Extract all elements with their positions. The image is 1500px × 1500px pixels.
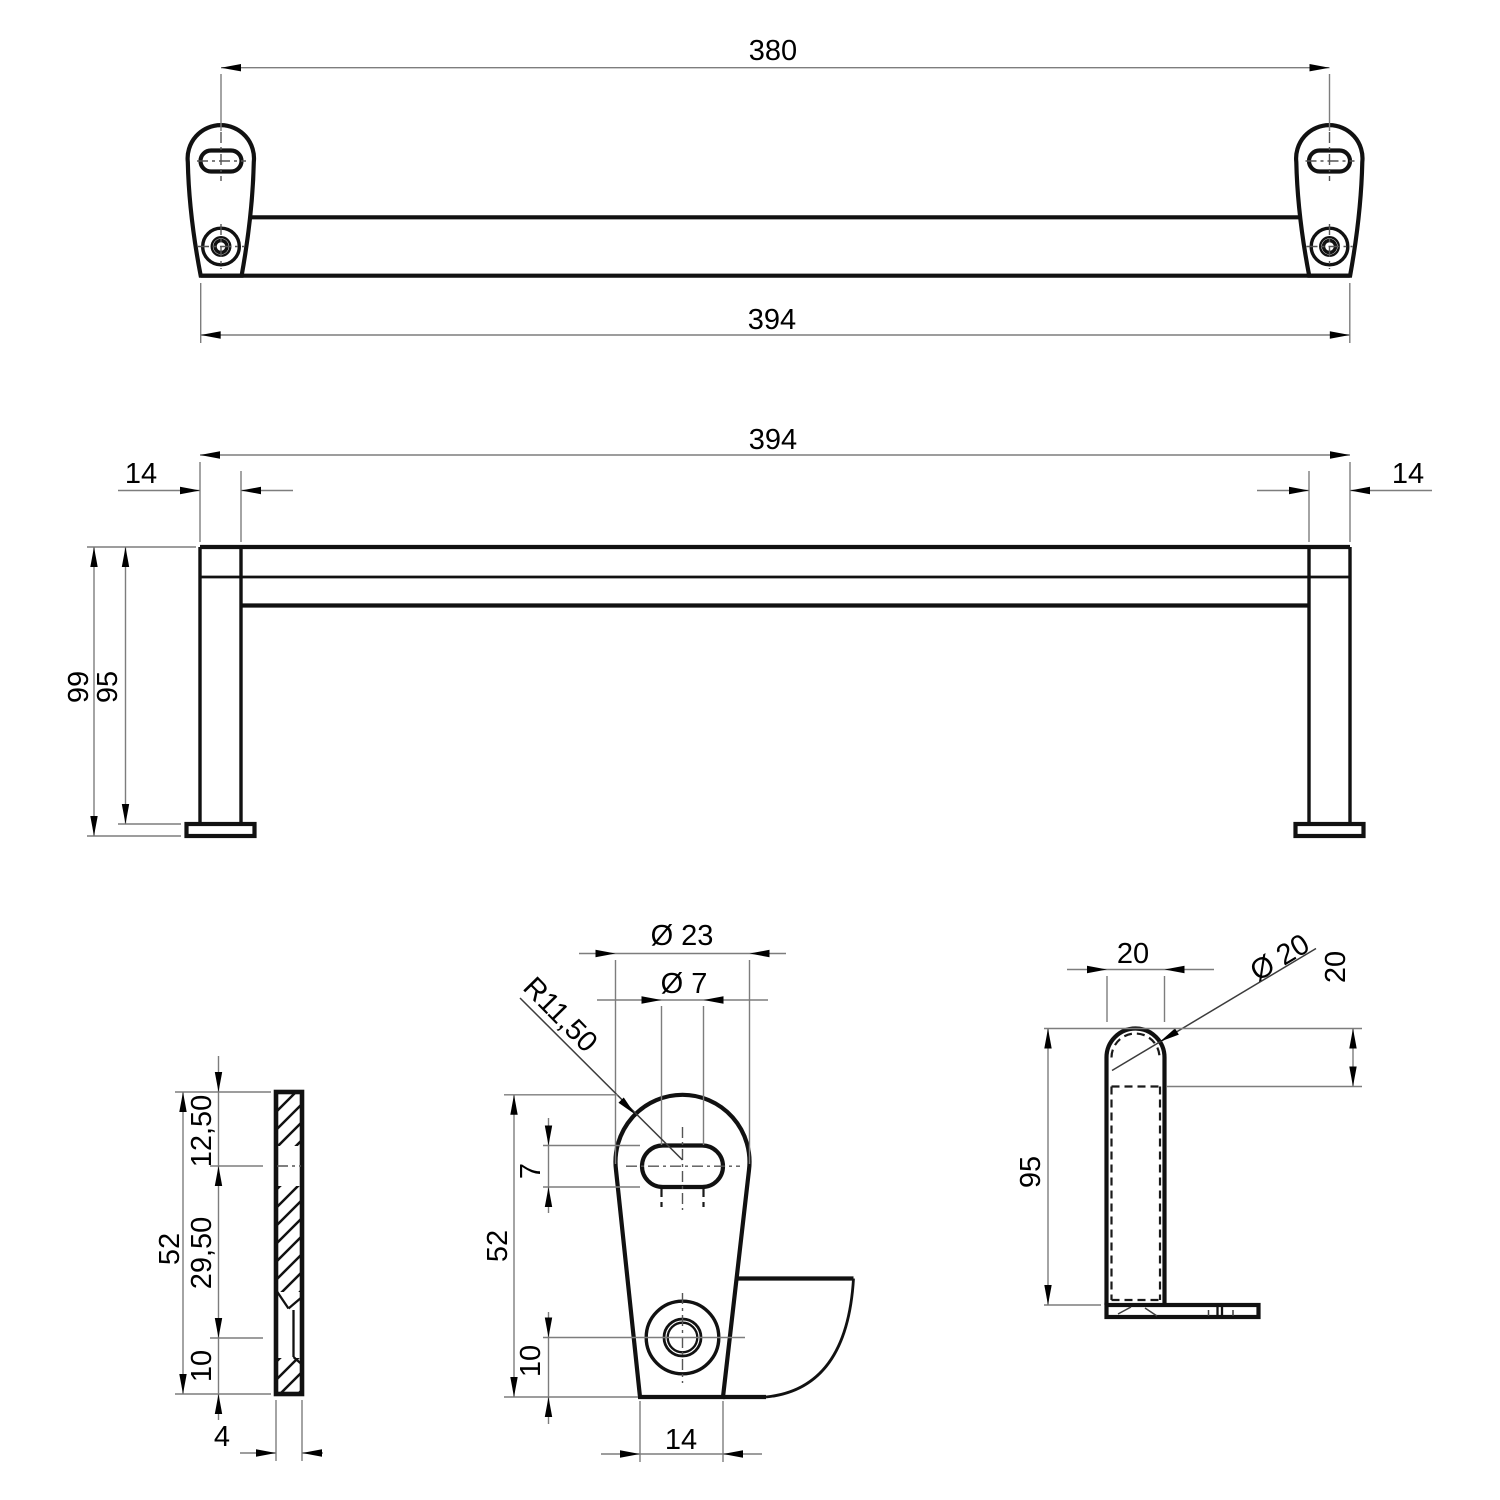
dim-95-end-label: 95 bbox=[1015, 1155, 1047, 1189]
dim-52-section-label: 52 bbox=[154, 1232, 186, 1266]
wall-plate bbox=[1107, 1305, 1259, 1317]
dim-12-50-label: 12,50 bbox=[186, 1094, 218, 1168]
plan-view-geometry bbox=[187, 547, 1364, 836]
dim-95-label: 95 bbox=[92, 670, 124, 704]
section-view bbox=[154, 1056, 323, 1461]
left-foot-plate bbox=[187, 824, 255, 836]
dim-dia7-label: Ø 7 bbox=[660, 968, 708, 1000]
dim-52-detail-label: 52 bbox=[482, 1229, 514, 1263]
dim-380-label: 380 bbox=[748, 35, 798, 67]
post-hidden-lines bbox=[1112, 1034, 1161, 1301]
dim-dia7 bbox=[597, 968, 768, 1145]
dim-99 bbox=[63, 547, 196, 836]
dim-4-label: 4 bbox=[213, 1421, 231, 1453]
end-detail-view bbox=[1015, 928, 1362, 1317]
dim-14-detail bbox=[601, 1401, 762, 1462]
dim-dia23-label: Ø 23 bbox=[650, 920, 714, 952]
dim-380 bbox=[221, 35, 1330, 131]
dim-10-section-label: 10 bbox=[186, 1349, 218, 1383]
dim-394-plan-label: 394 bbox=[748, 424, 798, 456]
dim-394-front-label: 394 bbox=[747, 304, 797, 336]
dim-7-label: 7 bbox=[515, 1162, 547, 1180]
post-outline bbox=[1107, 1029, 1165, 1306]
dim-10-detail bbox=[515, 1312, 745, 1424]
section-plate bbox=[268, 1060, 310, 1424]
dim-29-50-label: 29,50 bbox=[186, 1216, 218, 1290]
dim-52-detail bbox=[482, 1095, 638, 1397]
dim-chain-section bbox=[186, 1056, 263, 1420]
dim-radius-label: R11,50 bbox=[516, 971, 604, 1059]
front-view bbox=[188, 35, 1363, 343]
dim-4 bbox=[214, 1400, 323, 1461]
plate-outline bbox=[276, 1092, 302, 1394]
bracket-detail-geometry bbox=[616, 1095, 854, 1397]
dim-20-top bbox=[1067, 938, 1214, 1022]
end-view-geometry bbox=[1107, 1029, 1259, 1318]
dim-95-end bbox=[1015, 1029, 1101, 1306]
dim-20-top-label: 20 bbox=[1116, 938, 1150, 970]
dim-14-left-label: 14 bbox=[124, 458, 158, 490]
dim-95 bbox=[92, 547, 181, 824]
dim-394-front bbox=[201, 283, 1350, 343]
dim-14-detail-label: 14 bbox=[664, 1424, 698, 1456]
hole-section-lines bbox=[276, 1290, 302, 1365]
dim-10-detail-label: 10 bbox=[515, 1344, 547, 1378]
dim-20-right-label: 20 bbox=[1320, 950, 1352, 984]
plan-view bbox=[63, 424, 1432, 836]
dim-14-right-label: 14 bbox=[1391, 458, 1425, 490]
bracket-detail-view bbox=[482, 920, 854, 1462]
bar-break-curve bbox=[766, 1279, 854, 1398]
dim-dia20-label: Ø 20 bbox=[1244, 928, 1316, 988]
dim-99-label: 99 bbox=[63, 670, 95, 704]
dim-394-plan bbox=[200, 424, 1350, 542]
right-foot-plate bbox=[1296, 824, 1364, 836]
dim-14-right bbox=[1257, 458, 1432, 542]
dim-14-left bbox=[118, 458, 293, 542]
front-view-geometry bbox=[188, 125, 1363, 276]
